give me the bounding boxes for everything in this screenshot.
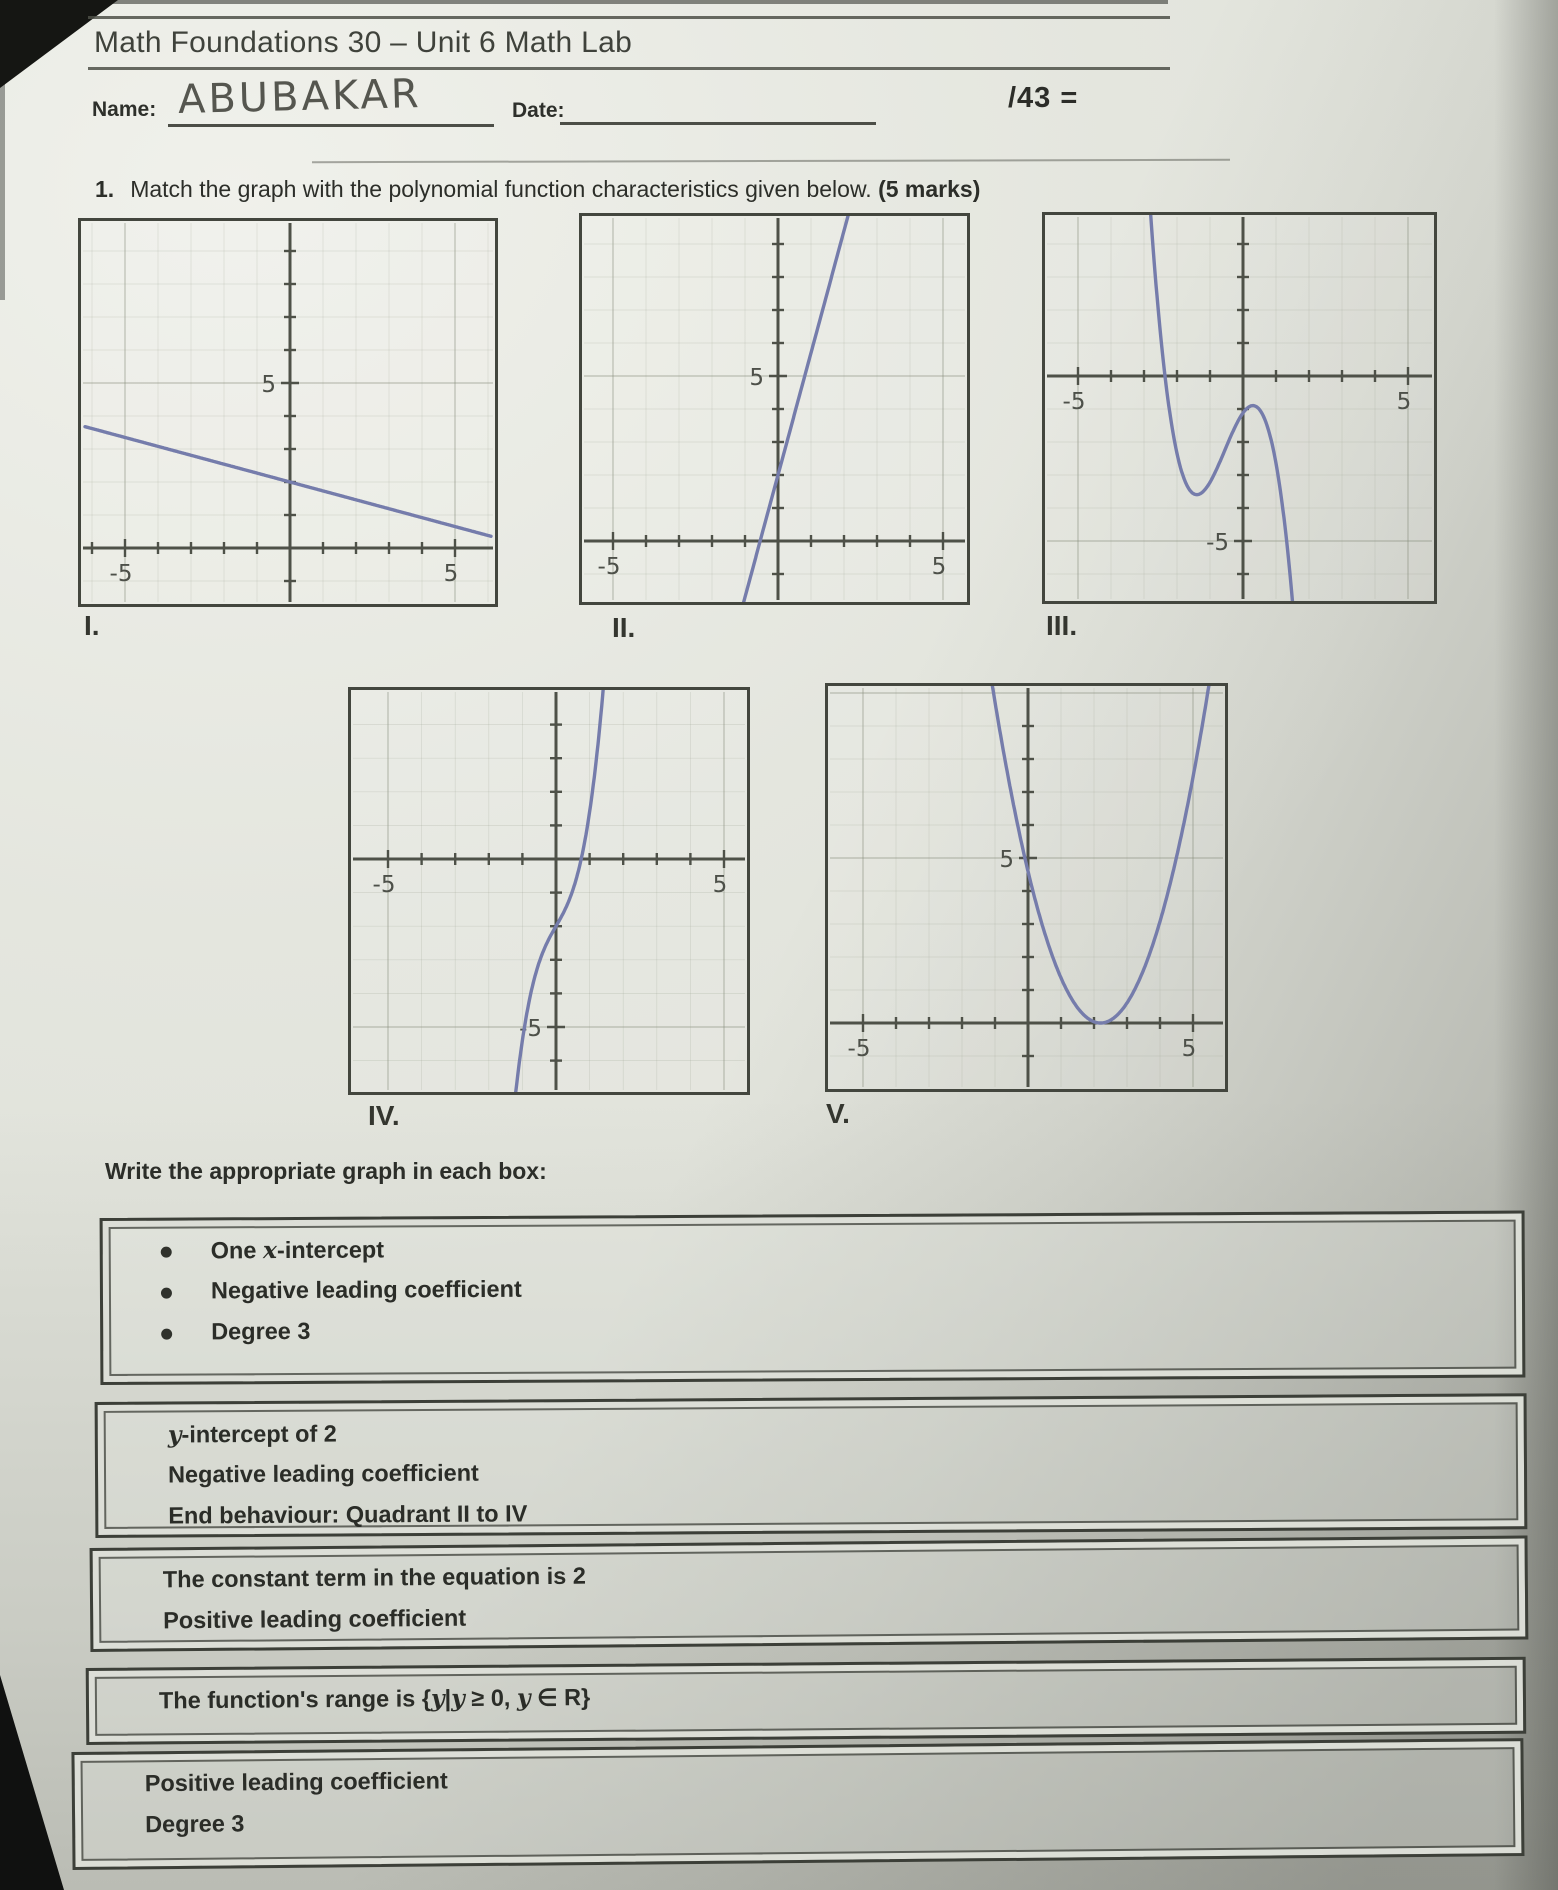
- graph-numeral-V: V.: [826, 1098, 850, 1129]
- characteristic-item: The constant term in the equation is 2: [162, 1562, 586, 1593]
- function-curve: [355, 690, 743, 1092]
- svg-text:5: 5: [443, 561, 459, 587]
- graph-canvas: [351, 690, 747, 1092]
- question-number: 1.: [95, 176, 115, 202]
- axes: [353, 692, 745, 1090]
- characteristic-item: End behaviour: Quadrant II to IV: [168, 1500, 528, 1529]
- svg-text:5: 5: [1181, 1036, 1197, 1062]
- question-text: Match the graph with the polynomial function characteristics given below.: [130, 176, 872, 202]
- date-label: Date:: [512, 99, 565, 122]
- score-field: /43 =: [1008, 82, 1079, 114]
- characteristics-box-5: [71, 1738, 1524, 1870]
- svg-text:5: 5: [261, 372, 276, 398]
- svg-text:-5: -5: [1062, 389, 1086, 415]
- scan-edge-top: [0, 0, 1168, 4]
- svg-text:5: 5: [999, 847, 1014, 873]
- grid: [83, 223, 493, 602]
- grid: [353, 692, 745, 1090]
- graph-canvas: [1045, 215, 1434, 601]
- graph-canvas: [582, 216, 967, 602]
- polynomial-graph-I: [78, 218, 498, 607]
- name-label: Name:: [92, 98, 157, 121]
- characteristics-list: [98, 1396, 1525, 1544]
- question-1: [95, 176, 980, 203]
- characteristic-item: Positive leading coefficient: [163, 1604, 467, 1634]
- characteristic-item: The function's range is {y|y ≥ 0, y ∈ R}: [158, 1683, 591, 1714]
- characteristics-box-3: [90, 1535, 1529, 1652]
- svg-text:5: 5: [1396, 389, 1412, 415]
- polynomial-graph-IV: [348, 687, 750, 1095]
- characteristic-item: Degree 3: [103, 1312, 1522, 1360]
- name-handwritten-value: ABUBAKAR: [177, 71, 423, 123]
- graph-canvas: [81, 221, 495, 604]
- characteristics-list: [74, 1741, 1521, 1853]
- scan-corner-bottom-left: [0, 1675, 64, 1890]
- svg-text:5: 5: [931, 554, 947, 580]
- characteristics-box-2: [95, 1393, 1528, 1538]
- characteristic-item: Negative leading coefficient: [167, 1459, 479, 1488]
- graph-numeral-IV: IV.: [368, 1100, 400, 1131]
- characteristic-item: Negative leading coefficient: [103, 1271, 1522, 1319]
- axes: [830, 688, 1223, 1087]
- scan-artifact-line: [312, 159, 1230, 163]
- characteristic-item: Positive leading coefficient: [144, 1767, 448, 1797]
- characteristic-item: Degree 3: [145, 1810, 245, 1838]
- tick-labels: [848, 847, 1197, 1062]
- characteristic-item: One x-intercept: [103, 1230, 1522, 1278]
- tick-labels: [598, 365, 947, 580]
- characteristics-box-1: [100, 1211, 1526, 1385]
- svg-text:5: 5: [712, 872, 728, 898]
- function-curve: [85, 427, 491, 537]
- polynomial-graph-V: [825, 683, 1228, 1092]
- characteristics-box-4: [86, 1657, 1527, 1745]
- svg-text:-5: -5: [109, 561, 133, 587]
- axes: [83, 223, 493, 602]
- graph-numeral-II: II.: [612, 612, 636, 643]
- tick-labels: [1063, 389, 1412, 556]
- header-rule-top: [88, 16, 1170, 19]
- page-title: Math Foundations 30 – Unit 6 Math Lab: [94, 26, 633, 59]
- svg-text:-5: -5: [372, 872, 396, 898]
- graph-numeral-I: I.: [84, 610, 100, 641]
- svg-text:-5: -5: [847, 1036, 871, 1062]
- svg-text:-5: -5: [519, 1016, 542, 1042]
- instruction-text: Write the appropriate graph in each box:: [105, 1158, 547, 1184]
- name-underline: [168, 124, 494, 127]
- characteristics-list: [103, 1214, 1523, 1360]
- characteristic-item: y-intercept of 2: [167, 1420, 337, 1449]
- characteristics-list: [93, 1538, 1526, 1648]
- characteristics-list: [89, 1660, 1523, 1728]
- polynomial-graph-II: [579, 213, 970, 605]
- svg-text:-5: -5: [1206, 530, 1229, 556]
- polynomial-graph-III: [1042, 212, 1437, 604]
- svg-text:-5: -5: [597, 554, 621, 580]
- header-rule-bottom: [88, 67, 1170, 70]
- graph-numeral-III: III.: [1046, 610, 1078, 641]
- svg-text:5: 5: [749, 365, 764, 391]
- question-marks: (5 marks): [878, 176, 981, 202]
- graph-canvas: [828, 686, 1225, 1089]
- tick-labels: [373, 872, 728, 1042]
- date-underline: [560, 122, 876, 125]
